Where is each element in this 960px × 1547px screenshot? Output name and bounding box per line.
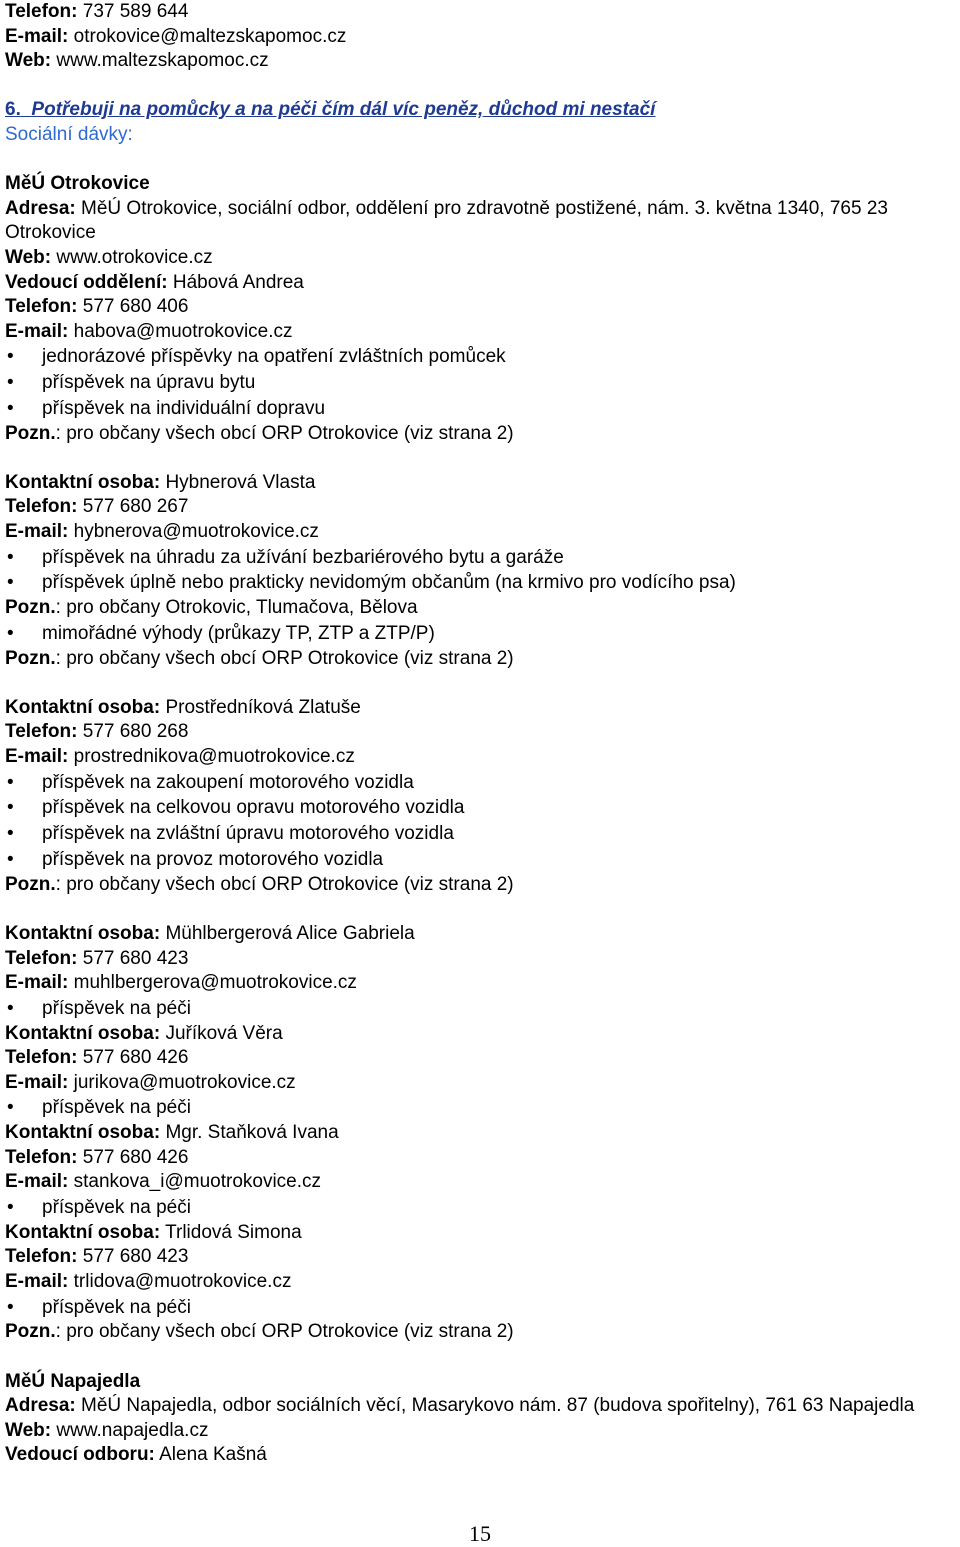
list-item: • mimořádné výhody (průkazy TP, ZTP a ZTP/P): [5, 621, 957, 647]
section-subtitle: Sociální dávky:: [5, 123, 133, 145]
top-web-line: [5, 49, 957, 74]
contact-email-line: E-mail: jurikova@muotrokovice.cz: [5, 1071, 296, 1093]
list-item: • příspěvek na zvláštní úpravu motorového vozidla: [5, 821, 957, 847]
email-label: E-mail:: [5, 25, 69, 47]
contact-email[interactable]: jurikova@muotrokovice.cz: [73, 1071, 296, 1093]
contact-name: Prostředníková Zlatuše: [165, 696, 361, 718]
list-item: • příspěvek na péči: [5, 1195, 957, 1221]
office-phone-line: Telefon: 577 680 406: [5, 296, 189, 318]
office-head: Alena Kašná: [159, 1444, 267, 1466]
contact-name-line: Kontaktní osoba: Juříková Věra: [5, 1022, 283, 1044]
office-address-line: Adresa: MěÚ Napajedla, odbor sociálních věcí, Masarykovo nám. 87 (budova spořitelny), 761 63 Napajedla: [5, 1395, 915, 1417]
contact-phone-line: Telefon: 577 680 268: [5, 721, 189, 743]
contact-name: Hybnerová Vlasta: [165, 471, 316, 493]
office-head-line: Vedoucí oddělení: Hábová Andrea: [5, 271, 304, 293]
web-label: Web:: [5, 50, 52, 72]
section-heading: [5, 98, 957, 123]
contact-benefits-list: [5, 770, 957, 873]
contact-email[interactable]: prostrednikova@muotrokovice.cz: [73, 746, 355, 768]
contact-phone: 577 680 426: [82, 1146, 189, 1168]
list-item: • příspěvek na zakoupení motorového vozidla: [5, 770, 957, 796]
list-item: • příspěvek na péči: [5, 1095, 957, 1121]
contact-benefits-list: [5, 545, 957, 597]
contact-name-line: Kontaktní osoba: Mgr. Staňková Ivana: [5, 1122, 339, 1144]
office-email-line: E-mail: habova@muotrokovice.cz: [5, 320, 293, 342]
office-web-line: Web: www.napajedla.cz: [5, 1419, 209, 1441]
document-page: [5, 0, 957, 1468]
contact-phone: 577 680 423: [82, 1246, 189, 1268]
list-item: • příspěvek na celkovou opravu motorového vozidla: [5, 795, 957, 821]
list-item: • příspěvek na provoz motorového vozidla: [5, 847, 957, 873]
list-item: • jednorázové příspěvky na opatření zvláštních pomůcek: [5, 344, 957, 370]
contact-name-line: Kontaktní osoba: Mühlbergerová Alice Gabriela: [5, 923, 415, 944]
top-email-line: [5, 25, 957, 50]
contact-phone: 577 680 268: [82, 721, 189, 743]
contact-email[interactable]: hybnerova@muotrokovice.cz: [73, 521, 319, 543]
office-name: MěÚ Napajedla: [5, 1370, 141, 1392]
contact-name: Mühlbergerová Alice Gabriela: [165, 923, 415, 944]
contact-benefits-list: [5, 996, 957, 1022]
contact-phone-line: Telefon: 577 680 423: [5, 1246, 189, 1268]
contact-email-line: E-mail: hybnerova@muotrokovice.cz: [5, 521, 319, 543]
list-item: • příspěvek na péči: [5, 1295, 957, 1321]
contact-email-line: E-mail: muhlbergerova@muotrokovice.cz: [5, 972, 357, 994]
office-web[interactable]: www.otrokovice.cz: [56, 246, 213, 268]
top-phone: 737 589 644: [82, 1, 189, 22]
office-name: MěÚ Otrokovice: [5, 173, 150, 195]
top-phone-line: [5, 0, 957, 25]
section-title: Potřebuji na pomůcky a na péči čím dál víc peněz, důchod mi nestačí: [31, 99, 656, 121]
office-web[interactable]: www.napajedla.cz: [56, 1419, 209, 1441]
contact-phone: 577 680 267: [82, 496, 189, 518]
office-email[interactable]: habova@muotrokovice.cz: [73, 320, 293, 342]
contact-phone-line: Telefon: 577 680 267: [5, 496, 189, 518]
office-head: Hábová Andrea: [172, 271, 304, 293]
contact-name: Trlidová Simona: [165, 1221, 302, 1243]
care-note: Pozn.: pro občany všech obcí ORP Otrokovice (viz strana 2): [5, 1321, 514, 1343]
contact-benefits-list: [5, 1295, 957, 1321]
contact-email-line: E-mail: stankova_i@muotrokovice.cz: [5, 1171, 322, 1193]
top-web[interactable]: www.maltezskapomoc.cz: [56, 50, 269, 72]
contact-note: Pozn.: pro občany všech obcí ORP Otrokovice (viz strana 2): [5, 647, 514, 669]
list-item: • příspěvek úplně nebo prakticky nevidomým občanům (na krmivo pro vodícího psa): [5, 570, 957, 596]
office-phone: 577 680 406: [82, 296, 189, 318]
office-head-line: Vedoucí odboru: Alena Kašná: [5, 1444, 267, 1466]
contact-name: Juříková Věra: [165, 1022, 283, 1044]
office-note: Pozn.: pro občany všech obcí ORP Otrokovice (viz strana 2): [5, 422, 514, 444]
address-label: Adresa:: [5, 197, 76, 219]
office-address: MěÚ Napajedla, odbor sociálních věcí, Masarykovo nám. 87 (budova spořitelny), 761 63 Napajedla: [81, 1395, 915, 1417]
contact-phone-line: Telefon: 577 680 423: [5, 947, 189, 969]
office-benefits-list: [5, 344, 957, 421]
contact-email-line: E-mail: trlidova@muotrokovice.cz: [5, 1270, 292, 1292]
contact-email[interactable]: trlidova@muotrokovice.cz: [73, 1270, 292, 1292]
list-item: • příspěvek na úhradu za užívání bezbariérového bytu a garáže: [5, 545, 957, 571]
contact-email[interactable]: stankova_i@muotrokovice.cz: [73, 1171, 322, 1193]
contact-name-line: Kontaktní osoba: Trlidová Simona: [5, 1221, 302, 1243]
contact-email[interactable]: muhlbergerova@muotrokovice.cz: [73, 972, 357, 994]
office-address-line: [5, 197, 957, 246]
contact-phone: 577 680 423: [82, 947, 189, 969]
list-item: • příspěvek na úpravu bytu: [5, 370, 957, 396]
phone-label: Telefon:: [5, 1, 78, 22]
contact-note: Pozn.: pro občany Otrokovic, Tlumačova, Bělova: [5, 597, 418, 619]
contact-benefits-list: [5, 621, 957, 647]
contact-phone-line: Telefon: 577 680 426: [5, 1047, 189, 1069]
office-web-line: Web: www.otrokovice.cz: [5, 246, 213, 268]
contact-phone: 577 680 426: [82, 1047, 189, 1069]
page-number: 15: [469, 1521, 491, 1546]
contact-name-line: Kontaktní osoba: Hybnerová Vlasta: [5, 471, 316, 493]
contact-name-line: Kontaktní osoba: Prostředníková Zlatuše: [5, 696, 361, 718]
office-address: MěÚ Otrokovice, sociální odbor, oddělení pro zdravotně postižené, nám. 3. května 1340, 765 23 Otrokovice: [5, 197, 888, 244]
contact-phone-line: Telefon: 577 680 426: [5, 1146, 189, 1168]
contact-name: Mgr. Staňková Ivana: [165, 1122, 339, 1144]
top-email[interactable]: otrokovice@maltezskapomoc.cz: [73, 25, 347, 47]
section-number: 6.: [5, 99, 21, 121]
list-item: • příspěvek na individuální dopravu: [5, 396, 957, 422]
contact-benefits-list: [5, 1195, 957, 1221]
contact-note: Pozn.: pro občany všech obcí ORP Otrokovice (viz strana 2): [5, 873, 514, 895]
contact-email-line: E-mail: prostrednikova@muotrokovice.cz: [5, 746, 355, 768]
contact-benefits-list: [5, 1095, 957, 1121]
list-item: • příspěvek na péči: [5, 996, 957, 1022]
